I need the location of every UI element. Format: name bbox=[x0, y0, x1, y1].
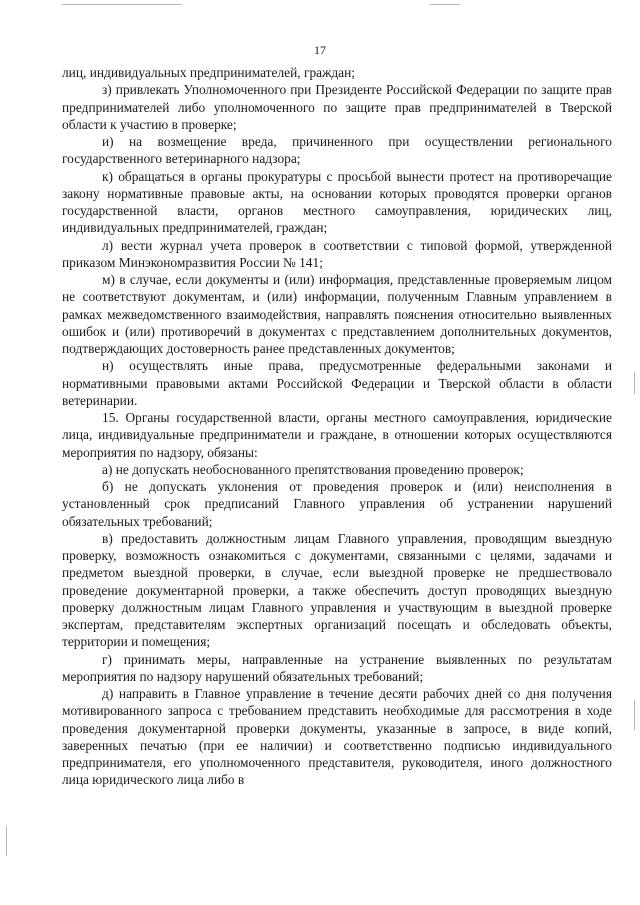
scan-edge-mark-top-left bbox=[62, 4, 182, 5]
paragraph-v: в) предоставить должностным лицам Главного управления, проводящим выездную проверку, возможность ознакомиться с документами, связанными с целями, задачами и предметом выездной проверки, в случае, если выездной проверке не предшествовало проведение документарной проверки, а также обеспечить доступ проводящих выездную проверку должностным лицам Главного управления и участвующим в выездной проверке экспертам, представителям экспертных организаций посещать и обследовать объекты, территории и помещения; bbox=[62, 530, 612, 650]
paragraph-z: з) привлекать Уполномоченного при Президенте Российской Федерации по защите прав предпринимателей либо уполномоченного по защите прав предпринимателей в Тверской области к участию в проверке; bbox=[62, 82, 612, 132]
paragraph-continuation: лиц, индивидуальных предпринимателей, граждан; bbox=[62, 65, 355, 80]
page-number: 17 bbox=[314, 43, 326, 57]
paragraph-i: и) на возмещение вреда, причиненного при осуществлении регионального государственного ветеринарного надзора; bbox=[62, 134, 612, 167]
paragraph-m: м) в случае, если документы и (или) информация, представленные проверяемым лицом не соответствуют документам, и (или) информации, полученным Главным управлением в рамках межведомственного взаимодействия, направлять пояснения относительно выявленных ошибок и (или) противоречий в документах с представлением дополнительных документов, подтверждающих достоверность ранее представленных документов; bbox=[62, 272, 612, 356]
scan-edge-mark-top-right bbox=[430, 4, 460, 5]
document-body bbox=[62, 64, 612, 789]
paragraph-section-15: 15. Органы государственной власти, органы местного самоуправления, юридические лица, индивидуальные предприниматели и граждане, в отношении которых осуществляются мероприятия по надзору, обязаны: bbox=[62, 410, 612, 460]
paragraph-l: л) вести журнал учета проверок в соответствии с типовой формой, утвержденной приказом Минэкономразвития России № 141; bbox=[62, 237, 612, 270]
paragraph-b: б) не допускать уклонения от проведения проверок и (или) неисполнения в установленный срок предписаний Главного управления об устранении нарушений обязательных требований; bbox=[62, 479, 612, 529]
paragraph-d: д) направить в Главное управление в течение десяти рабочих дней со дня получения мотивированного запроса с требованием представить необходимые для рассмотрения в ходе проведения документарной проверки документы, указанные в запросе, в виде копий, заверенных печатью (при ее наличии) и соответственно подписью индивидуального предпринимателя, его уполномоченного представителя, руководителя, иного должностного лица юридического лица либо в bbox=[62, 686, 612, 788]
scan-edge-mark-right-1 bbox=[634, 372, 635, 394]
scan-edge-mark-left bbox=[6, 826, 7, 856]
paragraph-n: н) осуществлять иные права, предусмотренные федеральными законами и нормативными правовыми актами Российской Федерации и Тверской области в области ветеринарии. bbox=[62, 358, 612, 408]
paragraph-k: к) обращаться в органы прокуратуры с просьбой вынести протест на противоречащие закону нормативные правовые акты, на основании которых проводятся проверки органов государственной власти, органов местного самоуправления, юридических лиц, индивидуальных предпринимателей, граждан; bbox=[62, 168, 612, 236]
paragraph-g: г) принимать меры, направленные на устранение выявленных по результатам мероприятия по надзору нарушений обязательных требований; bbox=[62, 651, 612, 684]
scan-edge-mark-right-2 bbox=[634, 700, 635, 730]
paragraph-a: а) не допускать необоснованного препятствования проведению проверок; bbox=[102, 461, 524, 477]
